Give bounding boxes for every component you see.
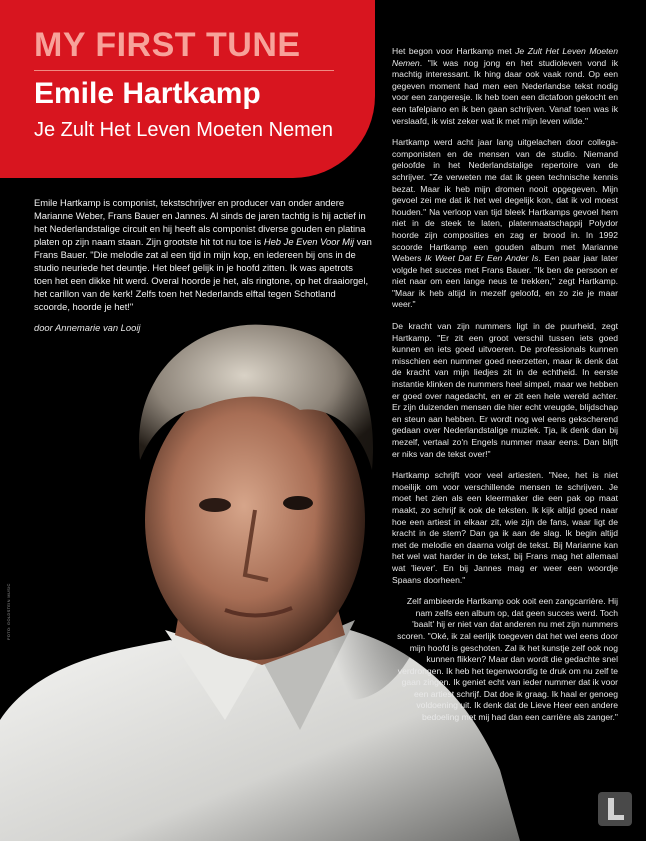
article-subtitle: Je Zult Het Leven Moeten Nemen xyxy=(34,119,334,141)
column-paragraph-2 xyxy=(392,137,618,311)
watermark-logo-icon xyxy=(598,792,632,826)
para2-text-b: . Een paar jaar later volgde het succes met Frans Bauer. "Ik ben de persoon er niet naar om een lange neus te trekken," zegt Hartkamp. "Maar ik heb altijd in mezelf geloofd, en zo zie je maar weer." xyxy=(392,253,619,310)
left-eye xyxy=(199,498,231,512)
para1-text-b: . "Ik was nog jong en het studioleven vond ik machtig interessant. Ik hing daar ook vaak rond. Op een gegeven moment had men een Nederlandse tekst nodig voor een zangeresje. Ik heb toen een dictafoon gekocht en een tafelpiano en ik ben gaan schrijven. Vanaf toen was ik verslaafd, ik wist zeker wat ik met mijn leven wilde." xyxy=(392,57,618,126)
column-paragraph-5: Zelf ambieerde Hartkamp ook ooit een zangcarrière. Hij nam zelfs een album op, dat geen succes werd. Toch 'baalt' hij er niet van dat anderen nu met zijn nummers scoren. "Oké, ik zal eerlijk toegeven dat het wel eens door mijn hoofd is geschoten. Zal ik het kunstje zelf ook nog kunnen flikken? Maar dan wordt die gedachte snel verdrongen. Ik heb het tegenwoordig te druk om nu zelf te gaan zingen. Ik geniet echt van ieder nummer dat ik voor een artiest schrijf. Dat doe ik graag. Ik haal er genoeg voldoening uit. Ik denk dat de Lieve Heer een andere bedoeling met mij had dan een carrière als zanger." xyxy=(397,596,618,723)
para1-song-title: Je Zult Het Leven Moeten Nemen xyxy=(392,46,618,68)
article-column xyxy=(392,46,618,734)
para2-text-a: Hartkamp werd acht jaar lang uitgelachen door collega-componisten en de mensen van de studio. Niemand geloofde in het Nederlandstalige repertoire van de schrijver. "Ze verweten me dat ik geen technische kennis bezat. Maar ik heb mijn dromen nooit opgegeven. Mijn gevoel zei me dat ik het wel degelijk kon, dat ik vol moest houden." Na verloop van tijd bleek Hartkamps gevoel hem niet in de steek te laten, platenmaatschappij Polydor hoorde zijn composities en zag er brood in. In 1992 scoorde Hartkamp een gouden album met Marianne Webers xyxy=(392,137,618,264)
kicker-divider xyxy=(34,70,334,71)
column-paragraph-4: Hartkamp schrijft voor veel artiesten. "Nee, het is niet moeilijk om voor verschillende mensen te schrijven. Je moet het zien als een kleermaker die een pak op maat maakt, zo schrijf ik ook de teksten. Ik kijk altijd goed naar hoe een artiest in elkaar zit, wie zijn de fans, waar ligt de kracht in de stem? Dan ga ik aan de slag. Ik begin altijd met de melodie en daarna volgt de tekst. Bij Marianne kan het wel wat harder in de tekst, bij Frans mag het allemaal wat 'liever'. En bij Jannes mag er weer een woordje Spaans doorheen." xyxy=(392,470,618,585)
intro-text-part2: van Frans Bauer. "Die melodie zat al een tijd in mijn kop, en iedereen bij ons in de studio neuriede het deuntje. Het bleef gelijk in je hoofd zitten. Ik was apetrots toen het een dikke hit werd. Overal hoorde je het, als ringtone, op het draaiorgel, het carillon van de kerk! Zelfs toen het Nederlands elftal tegen Schotland scoorde, hoorde je het!" xyxy=(34,236,372,312)
article-title: Emile Hartkamp xyxy=(34,77,261,110)
intro-paragraph xyxy=(34,196,372,313)
section-kicker: MY FIRST TUNE xyxy=(34,26,301,64)
intro-song-title: Heb Je Even Voor Mij xyxy=(263,236,355,247)
column-paragraph-3: De kracht van zijn nummers ligt in de puurheid, zegt Hartkamp. "Er zit een groot verschil tussen iets goed kunnen en iets goed uitvoeren. De professionals kunnen misschien een nummer goed neerzetten, maar ik denk dat de kracht van mijn liedjes zit in de echtheid. In eerste instantie klinken de nummers heel simpel, maar we hebben er goed over nagedacht, en er zit een hele wereld achter. Er zijn duizenden mensen die hier echt vreugde, blijdschap en steun aan hebben. Er wordt nog wel eens gekscherend gedaan over Nederlandstalige muziek. Tja, ik denk dan bij mezelf, vertaal zo'n Engels nummer maar eens. Dan blijft er niks van de tekst over!" xyxy=(392,321,618,459)
byline: door Annemarie van Looij xyxy=(34,322,141,333)
photo-credit: FOTO: GOLDSTEIN MUSIC xyxy=(6,583,11,640)
column-paragraph-1 xyxy=(392,46,618,127)
intro-text-part1: Emile Hartkamp is componist, tekstschrijver en producer van onder andere Marianne Weber, Frans Bauer en Jannes. Al sinds de jaren tachtig is hij actief in het Nederlandstalige circuit en hij heeft als componist diverse gouden en platina platen op zijn naam staan. Zijn grootste hit tot nu toe is xyxy=(34,197,366,247)
para1-text-a: Het begon voor Hartkamp met xyxy=(392,46,516,56)
para2-song-title: Ik Weet Dat Er Een Ander Is xyxy=(424,253,539,264)
